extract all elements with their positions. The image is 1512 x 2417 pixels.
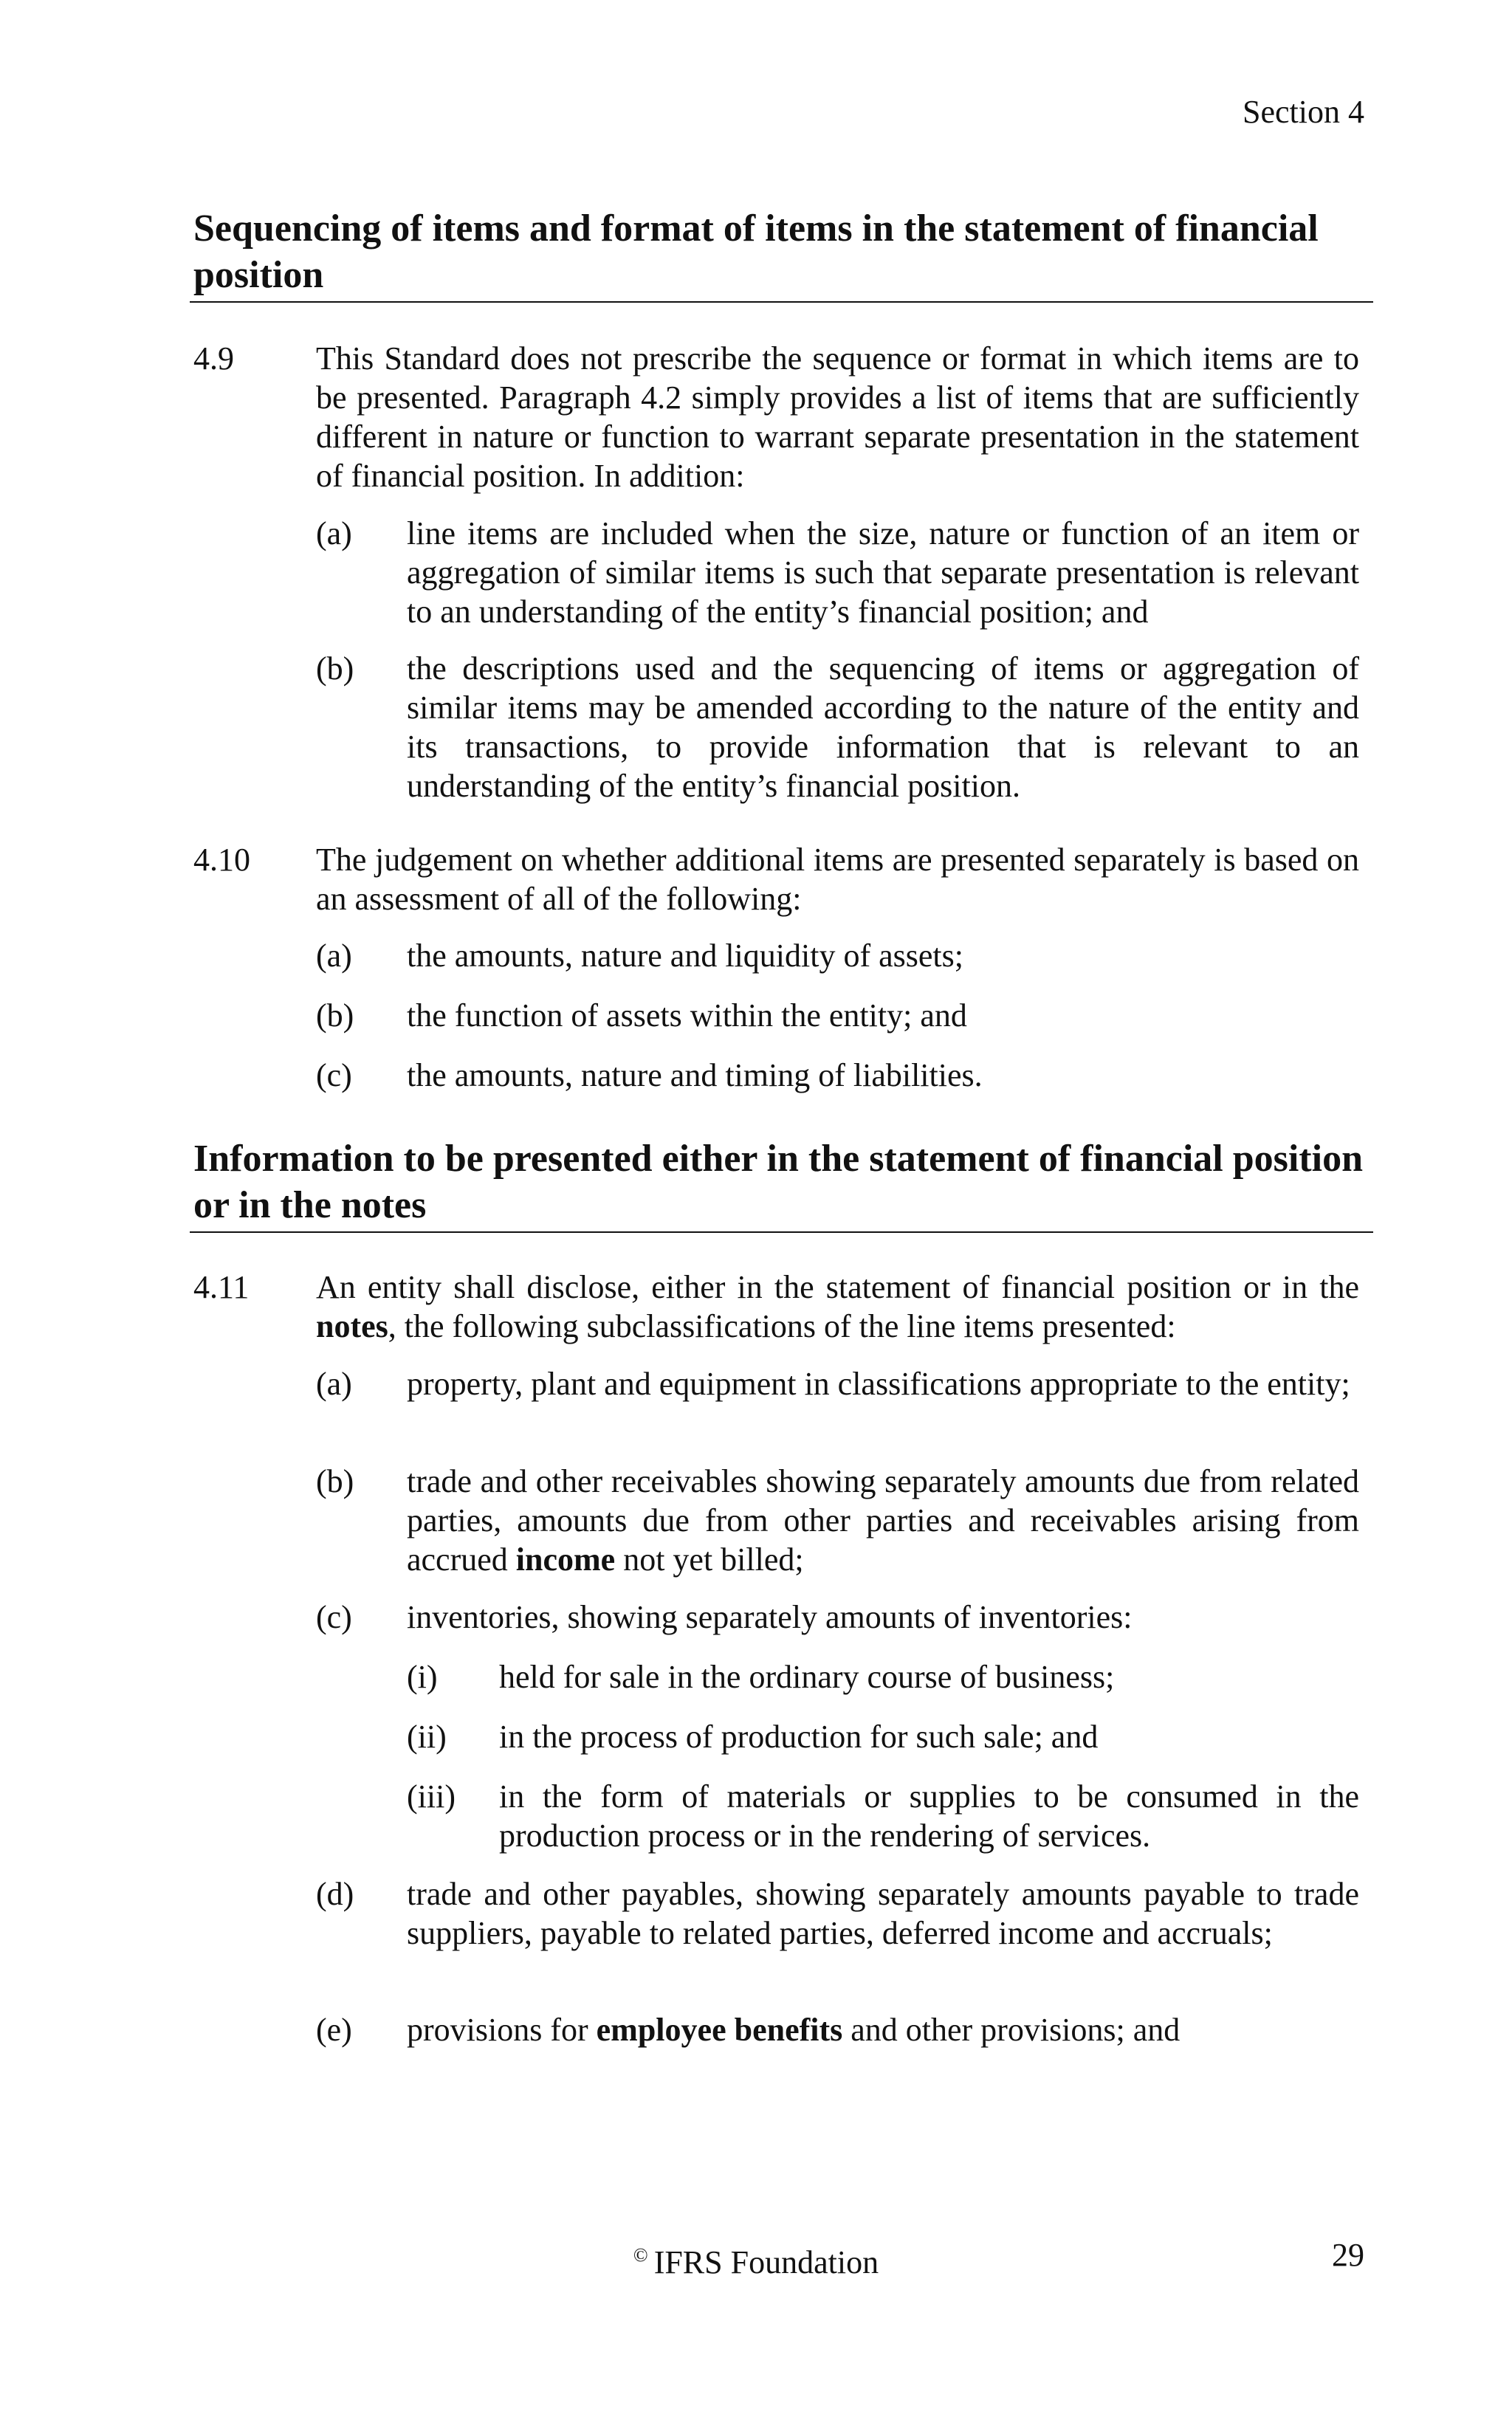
item-label: (a) xyxy=(316,938,352,974)
item-label: (b) xyxy=(316,997,354,1034)
item-label: (b) xyxy=(316,1463,354,1499)
heading-rule xyxy=(190,301,1373,303)
item-text: inventories, showing separately amounts of inventories: xyxy=(407,1599,1133,1635)
heading-sequencing: Sequencing of items and format of items in the statement of financial position xyxy=(193,207,1319,296)
glossary-term: income xyxy=(515,1541,616,1578)
item-text: property, plant and equipment in classifications appropriate to the entity; xyxy=(407,1366,1350,1402)
glossary-term: employee benefits xyxy=(596,2012,843,2048)
section-label: Section 4 xyxy=(1243,94,1364,130)
item-text: trade and other receivables showing separately amounts due from related parties, amounts due from other parties and receivables arising from accrued income not yet billed; xyxy=(407,1463,1359,1578)
paragraph-text: This Standard does not prescribe the sequence or format in which items are to be presented. Paragraph 4.2 simply provides a list of items that are sufficiently different in nature or function to warrant separate presentation in the statement of financial position. In addition: xyxy=(316,340,1359,494)
subitem-label: (i) xyxy=(407,1659,438,1695)
heading-information: Information to be presented either in the statement of financial position or in the notes xyxy=(193,1138,1363,1226)
item-text: trade and other payables, showing separately amounts payable to trade suppliers, payable to related parties, deferred income and accruals; xyxy=(407,1876,1359,1951)
item-label: (c) xyxy=(316,1599,352,1635)
subitem-text: in the process of production for such sale; and xyxy=(499,1719,1099,1755)
item-text: the amounts, nature and liquidity of assets; xyxy=(407,938,963,974)
item-text: provisions for employee benefits and other provisions; and xyxy=(407,2012,1181,2048)
subitem-text: held for sale in the ordinary course of business; xyxy=(499,1659,1115,1695)
footer-foundation: IFRS Foundation xyxy=(653,2244,879,2280)
subitem-label: (iii) xyxy=(407,1778,456,1815)
paragraph-number: 4.10 xyxy=(193,842,250,878)
paragraph-text: The judgement on whether additional items are presented separately is based on an assessment of all of the following: xyxy=(316,842,1359,917)
copyright-symbol: © xyxy=(633,2244,648,2266)
item-label: (e) xyxy=(316,2012,352,2048)
item-label: (c) xyxy=(316,1057,352,1093)
paragraph-number: 4.9 xyxy=(193,340,234,377)
footer-copyright xyxy=(0,2235,1512,2282)
subitem-label: (ii) xyxy=(407,1719,447,1755)
item-text: line items are included when the size, nature or function of an item or aggregation of similar items is such that separate presentation is relevant to an understanding of the entity’s financial position; and xyxy=(407,515,1359,630)
item-text: the function of assets within the entity; and xyxy=(407,997,967,1034)
paragraph-text: An entity shall disclose, either in the statement of financial position or in the notes, the following subclassifications of the line items presented: xyxy=(316,1269,1359,1344)
item-label: (a) xyxy=(316,515,352,551)
item-label: (a) xyxy=(316,1366,352,1402)
item-text: the descriptions used and the sequencing of items or aggregation of similar items may be amended according to the nature of the entity and its transactions, to provide information that is relevant to an understanding of the entity’s financial position. xyxy=(407,650,1359,804)
item-label: (b) xyxy=(316,650,354,687)
item-label: (d) xyxy=(316,1876,354,1912)
subitem-text: in the form of materials or supplies to be consumed in the production process or in the rendering of services. xyxy=(499,1778,1359,1854)
item-text: the amounts, nature and timing of liabilities. xyxy=(407,1057,983,1093)
heading-rule xyxy=(190,1231,1373,1233)
glossary-term: notes xyxy=(316,1308,388,1344)
page-number: 29 xyxy=(1332,2237,1364,2273)
paragraph-number: 4.11 xyxy=(193,1269,250,1305)
